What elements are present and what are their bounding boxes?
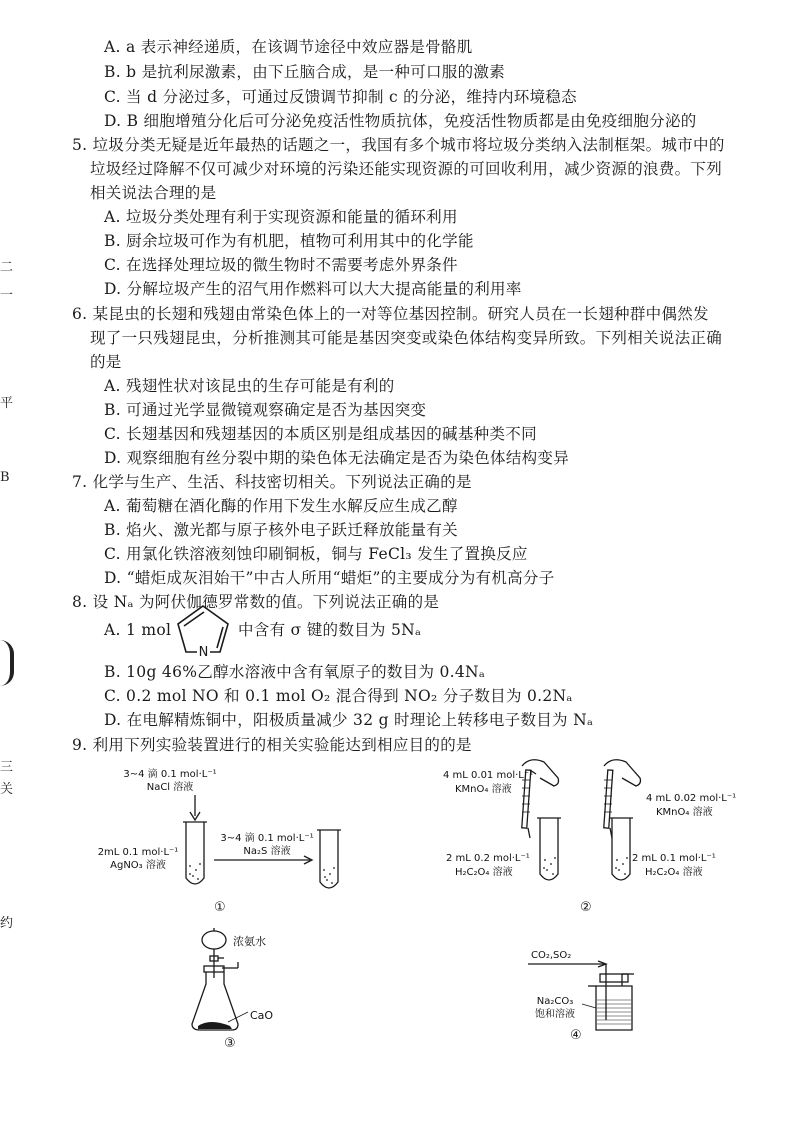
fig3-label-reagent: 浓氨水 — [233, 935, 266, 948]
fig2-caption: ② — [580, 900, 592, 915]
fig2-label-b2: H₂C₂O₄ 溶液 — [455, 867, 513, 878]
fig3-label-solid: CaO — [250, 1009, 274, 1022]
q7-option-c: C. 用氯化铁溶液刻蚀印刷铜板，铜与 FeCl₃ 发生了置换反应 — [104, 545, 528, 563]
margin-mark: B — [0, 470, 10, 485]
figure-1-precipitation-apparatus — [150, 790, 360, 900]
pyrrole-n-atom: N — [198, 645, 209, 660]
q5-stem-cont: 相关说法合理的是 — [90, 184, 217, 202]
fig2-label-d1: 2 mL 0.1 mol·L⁻¹ — [632, 853, 716, 864]
pyrrole-structure-icon — [170, 602, 236, 664]
q6-option-b: B. 可通过光学显微镜观察确定是否为基因突变 — [104, 401, 427, 419]
q9-stem: 9. 利用下列实验装置进行的相关实验能达到相应目的的是 — [72, 736, 472, 754]
fig2-label-c2: KMnO₄ 溶液 — [656, 807, 713, 818]
q5-option-d: D. 分解垃圾产生的沼气用作燃料可以大大提高能量的利用率 — [104, 280, 522, 298]
q4-option-a: A. a 表示神经递质，在该调节途径中效应器是骨骼肌 — [104, 38, 473, 56]
q6-stem-cont: 的是 — [90, 353, 122, 371]
fig2-label-d2: H₂C₂O₄ 溶液 — [645, 867, 703, 878]
margin-mark: 平 — [0, 396, 14, 411]
fig4-label-sol2: 饱和溶液 — [535, 1009, 575, 1020]
q8-option-b: B. 10g 46%乙醇水溶液中含有氧原子的数目为 0.4Nₐ — [104, 663, 486, 681]
fig4-label-sol1: Na₂CO₃ — [536, 996, 574, 1007]
q7-option-b: B. 焰火、激光都与原子核外电子跃迁释放能量有关 — [104, 521, 458, 539]
margin-mark: 二 — [0, 260, 14, 275]
fig1-label-top2: NaCl 溶液 — [146, 782, 194, 793]
fig2-label-b1: 2 mL 0.2 mol·L⁻¹ — [446, 853, 530, 864]
margin-mark: 关 — [0, 782, 14, 797]
fig1-label-top1: 3~4 滴 0.1 mol·L⁻¹ — [123, 769, 217, 780]
margin-mark: 三 — [0, 760, 14, 775]
q5-option-a: A. 垃圾分类处理有利于实现资源和能量的循环利用 — [104, 208, 458, 226]
q7-option-d: D. “蜡炬成灰泪始干”中古人所用“蜡炬”的主要成分为有机高分子 — [104, 569, 555, 587]
q7-stem: 7. 化学与生产、生活、科技密切相关。下列说法正确的是 — [72, 473, 472, 491]
fig4-caption: ④ — [570, 1028, 582, 1043]
q8-option-a-pre: A. 1 mol — [104, 621, 172, 639]
q5-stem: 5. 垃圾分类无疑是近年最热的话题之一，我国有多个城市将垃圾分类纳入法制框架。城市中的 — [72, 136, 725, 154]
q6-option-d: D. 观察细胞有丝分裂中期的染色体无法确定是否为染色体结构变异 — [104, 449, 570, 467]
q6-stem-cont: 现了一只残翅昆虫，分析推测其可能是基因突变或染色体结构变异所致。下列相关说法正确 — [90, 329, 723, 347]
q4-option-b: B. b 是抗利尿激素，由下丘脑合成，是一种可口服的激素 — [104, 63, 505, 81]
q8-option-a-post: 中含有 σ 键的数目为 5Nₐ — [238, 621, 422, 639]
q8-stem: 8. 设 Nₐ 为阿伏伽德罗常数的值。下列说法正确的是 — [72, 593, 440, 611]
margin-mark: 约 — [0, 916, 14, 931]
q5-option-c: C. 在选择处理垃圾的微生物时不需要考虑外界条件 — [104, 256, 458, 274]
margin-mark: 一 — [0, 288, 14, 303]
margin-bracket — [0, 640, 14, 686]
figure-4-gas-washing-bottle — [526, 960, 636, 1036]
q5-option-b: B. 厨余垃圾可作为有机肥，植物可利用其中的化学能 — [104, 232, 474, 250]
fig1-label-mid1: 3~4 滴 0.1 mol·L⁻¹ — [220, 833, 314, 844]
q6-option-c: C. 长翅基因和残翅基因的本质区别是组成基因的碱基种类不同 — [104, 425, 537, 443]
fig1-label-left2: AgNO₃ 溶液 — [110, 860, 166, 871]
fig2-label-a1: 4 mL 0.01 mol·L⁻¹ — [443, 770, 534, 781]
fig3-caption: ③ — [224, 1036, 236, 1051]
q8-option-c: C. 0.2 mol NO 和 0.1 mol O₂ 混合得到 NO₂ 分子数目为 0.2Nₐ — [104, 687, 573, 705]
fig1-caption: ① — [214, 900, 226, 915]
q4-option-c: C. 当 d 分泌过多，可通过反馈调节抑制 c 的分泌，维持内环境稳态 — [104, 88, 577, 106]
fig1-label-left1: 2mL 0.1 mol·L⁻¹ — [97, 847, 179, 858]
fig2-label-a2: KMnO₄ 溶液 — [455, 784, 512, 795]
figure-2-kmno4-titration-apparatus — [500, 756, 660, 896]
q5-stem-cont: 垃圾经过降解不仅可减少对环境的污染还能实现资源的可回收利用，减少资源的浪费。下列 — [90, 160, 723, 178]
q4-option-d: D. B 细胞增殖分化后可分泌免疫活性物质抗体，免疫活性物质都是由免疫细胞分泌的 — [104, 112, 697, 130]
q7-option-a: A. 葡萄糖在酒化酶的作用下发生水解反应生成乙醇 — [104, 497, 458, 515]
q6-stem: 6. 某昆虫的长翅和残翅由常染色体上的一对等位基因控制。研究人员在一长翅种群中偶然发 — [72, 305, 709, 323]
q8-option-d: D. 在电解精炼铜中，阳极质量减少 32 g 时理论上转移电子数目为 Nₐ — [104, 711, 594, 729]
fig2-label-c1: 4 mL 0.02 mol·L⁻¹ — [646, 793, 737, 804]
q6-option-a: A. 残翅性状对该昆虫的生存可能是有利的 — [104, 377, 395, 395]
figure-3-ammonia-generation-apparatus — [180, 926, 260, 1038]
fig1-label-mid2: Na₂S 溶液 — [243, 846, 291, 857]
fig4-label-gas: CO₂,SO₂ — [531, 950, 572, 961]
